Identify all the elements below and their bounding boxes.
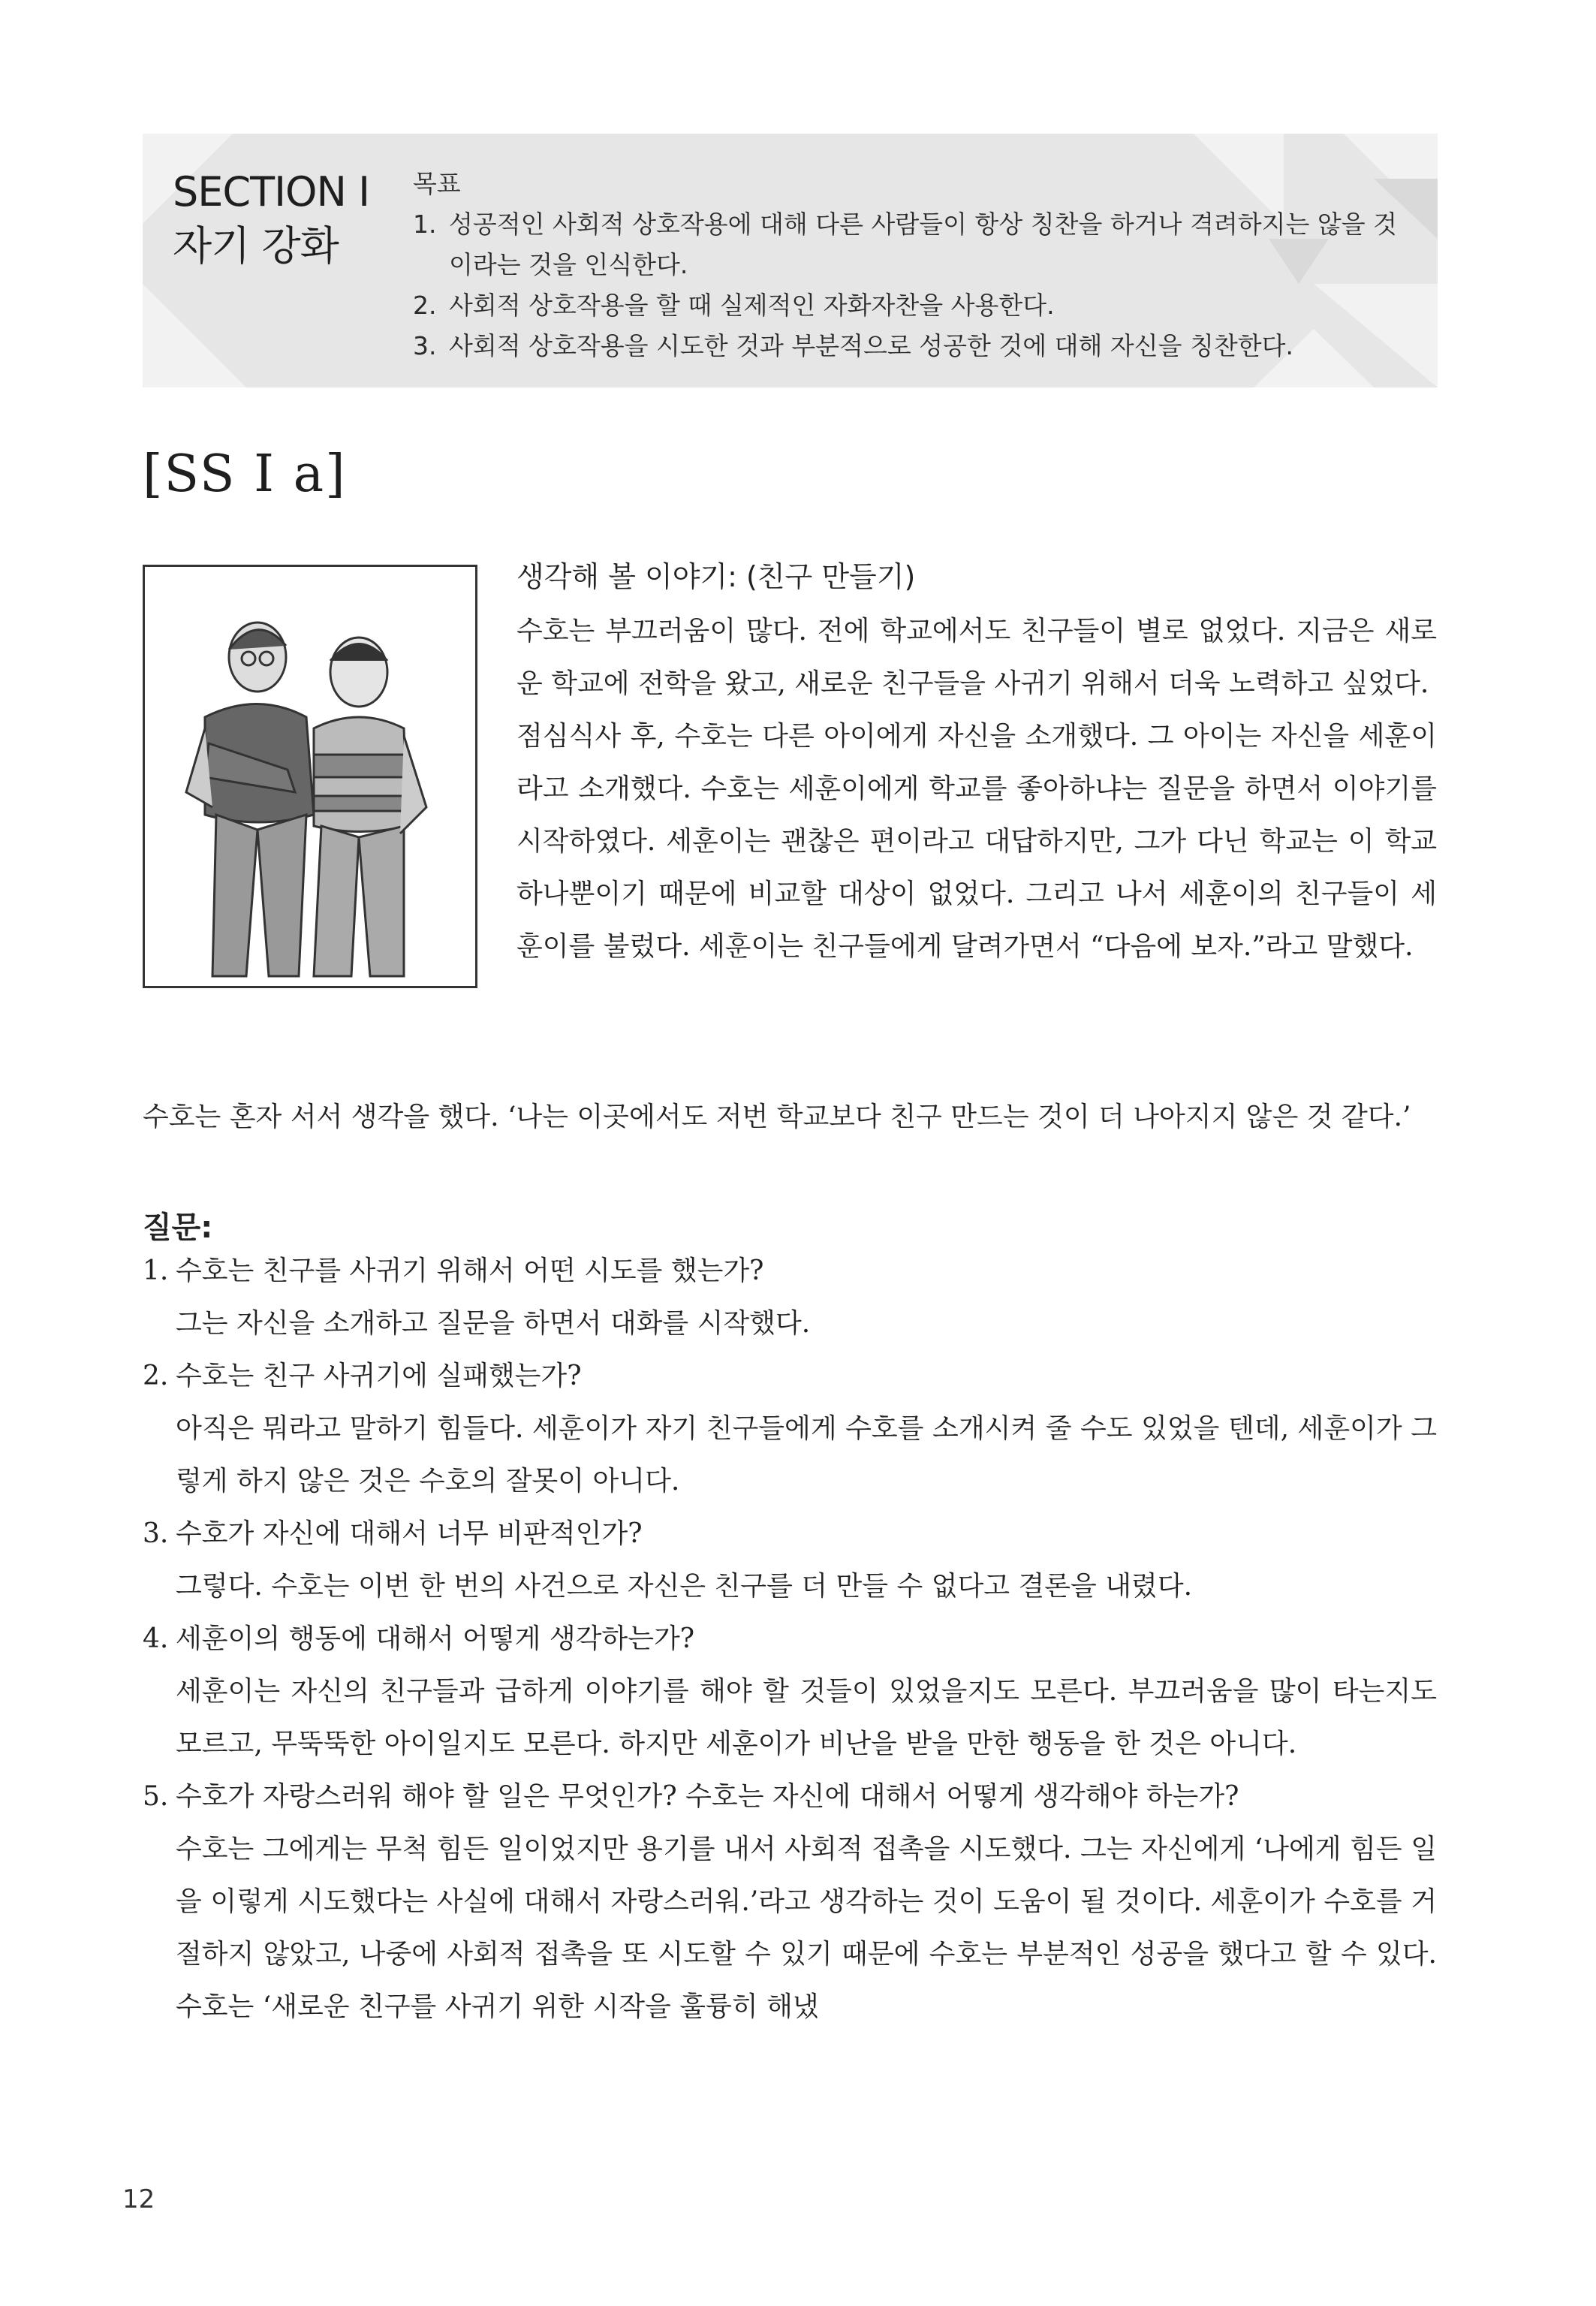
story-title: 생각해 볼 이야기: (친구 만들기) — [516, 560, 916, 593]
page-number: 12 — [122, 2184, 155, 2214]
goal-number: 2. — [413, 291, 437, 320]
goals-label: 목표 — [413, 169, 461, 198]
answer-text: 아직은 뭐라고 말하기 힘들다. 세훈이가 자기 친구들에게 수호를 소개시켜 줄 수도 있었을 텐데, 세훈이가 그렇게 하지 않은 것은 수호의 잘못이 아니다. — [176, 1413, 1437, 1497]
question-number: 1. — [143, 1255, 169, 1286]
question-item — [143, 1508, 1437, 1613]
question-item — [143, 1771, 1437, 2033]
answer-text: 수호는 그에게는 무척 힘든 일이었지만 용기를 내서 사회적 접촉을 시도했다. 그는 자신에게 ‘나에게 힘든 일을 이렇게 시도했다는 사실에 대해서 자랑스러워.’라고 생각하는 것이 도움이 될 것이다. 세훈이가 수호를 거절하지 않았고, 나중에 사회적 접촉을 또 시도할 수 있기 때문에 수호는 부분적인 성공을 했다고 할 수 있다. 수호는 ‘새로운 친구를 사귀기 위한 시작을 훌륭히 해냈 — [176, 1834, 1437, 2022]
section-title — [173, 165, 369, 273]
goal-item — [413, 204, 1419, 285]
story-body — [516, 605, 1437, 973]
goal-number: 3. — [413, 331, 437, 360]
question-text: 세훈이의 행동에 대해서 어떻게 생각하는가? — [176, 1623, 695, 1654]
question-number: 3. — [143, 1518, 169, 1549]
story-paragraph: 수호는 부끄러움이 많다. 전에 학교에서도 친구들이 별로 없었다. 지금은 새로운 학교에 전학을 왔고, 새로운 친구들을 사귀기 위해서 더욱 노력하고 싶었다. — [516, 616, 1437, 699]
two-boys-talking-illustration — [143, 565, 477, 988]
question-item — [143, 1613, 1437, 1771]
question-item — [143, 1245, 1437, 1350]
goal-text: 성공적인 사회적 상호작용에 대해 다른 사람들이 항상 칭찬을 하거나 격려하지는 않을 것이라는 것을 인식한다. — [449, 209, 1397, 279]
question-number: 2. — [143, 1361, 169, 1391]
section-banner — [143, 134, 1438, 387]
section-name: 자기 강화 — [173, 222, 339, 270]
goal-number: 1. — [413, 209, 437, 239]
question-number: 4. — [143, 1623, 169, 1654]
question-text: 수호가 자랑스러워 해야 할 일은 무엇인가? 수호는 자신에 대해서 어떻게 생각해야 하는가? — [176, 1781, 1239, 1812]
question-number: 5. — [143, 1781, 169, 1812]
section-number: SECTION I — [173, 168, 370, 216]
story-paragraph: 수호는 혼자 서서 생각을 했다. ‘나는 이곳에서도 저번 학교보다 친구 만드는 것이 더 나아지지 않은 것 같다.’ — [143, 1102, 1411, 1132]
lesson-heading: [SS I a] — [143, 445, 347, 504]
questions-list — [143, 1245, 1437, 2033]
question-text: 수호는 친구 사귀기에 실패했는가? — [176, 1361, 582, 1391]
questions-label: 질문: — [143, 1210, 213, 1245]
goal-item — [413, 285, 1419, 326]
answer-text: 그는 자신을 소개하고 질문을 하면서 대화를 시작했다. — [176, 1308, 811, 1339]
goals-block — [413, 164, 1419, 366]
question-text: 수호가 자신에 대해서 너무 비판적인가? — [176, 1518, 643, 1549]
question-item — [143, 1350, 1437, 1508]
story-paragraph: 점심식사 후, 수호는 다른 아이에게 자신을 소개했다. 그 아이는 자신을 세훈이라고 소개했다. 수호는 세훈이에게 학교를 좋아하냐는 질문을 하면서 이야기를 시작하였다. 세훈이는 괜찮은 편이라고 대답하지만, 그가 다닌 학교는 이 학교 하나뿐이기 때문에 비교할 대상이 없었다. 그리고 나서 세훈이의 친구들이 세훈이를 불렀다. 세훈이는 친구들에게 달려가면서 “다음에 보자.”라고 말했다. — [516, 721, 1437, 962]
goal-item — [413, 326, 1419, 366]
goal-text: 사회적 상호작용을 할 때 실제적인 자화자찬을 사용한다. — [449, 291, 1055, 320]
answer-text: 그렇다. 수호는 이번 한 번의 사건으로 자신은 친구를 더 만들 수 없다고 결론을 내렸다. — [176, 1571, 1193, 1602]
goal-text: 사회적 상호작용을 시도한 것과 부분적으로 성공한 것에 대해 자신을 칭찬한다. — [449, 331, 1293, 360]
question-text: 수호는 친구를 사귀기 위해서 어떤 시도를 했는가? — [176, 1255, 764, 1286]
story-conclusion — [143, 1091, 1437, 1144]
illustration-drawing — [145, 567, 475, 986]
answer-text: 세훈이는 자신의 친구들과 급하게 이야기를 해야 할 것들이 있었을지도 모른다. 부끄러움을 많이 타는지도 모르고, 무뚝뚝한 아이일지도 모른다. 하지만 세훈이가 비난을 받을 만한 행동을 한 것은 아니다. — [176, 1676, 1437, 1759]
